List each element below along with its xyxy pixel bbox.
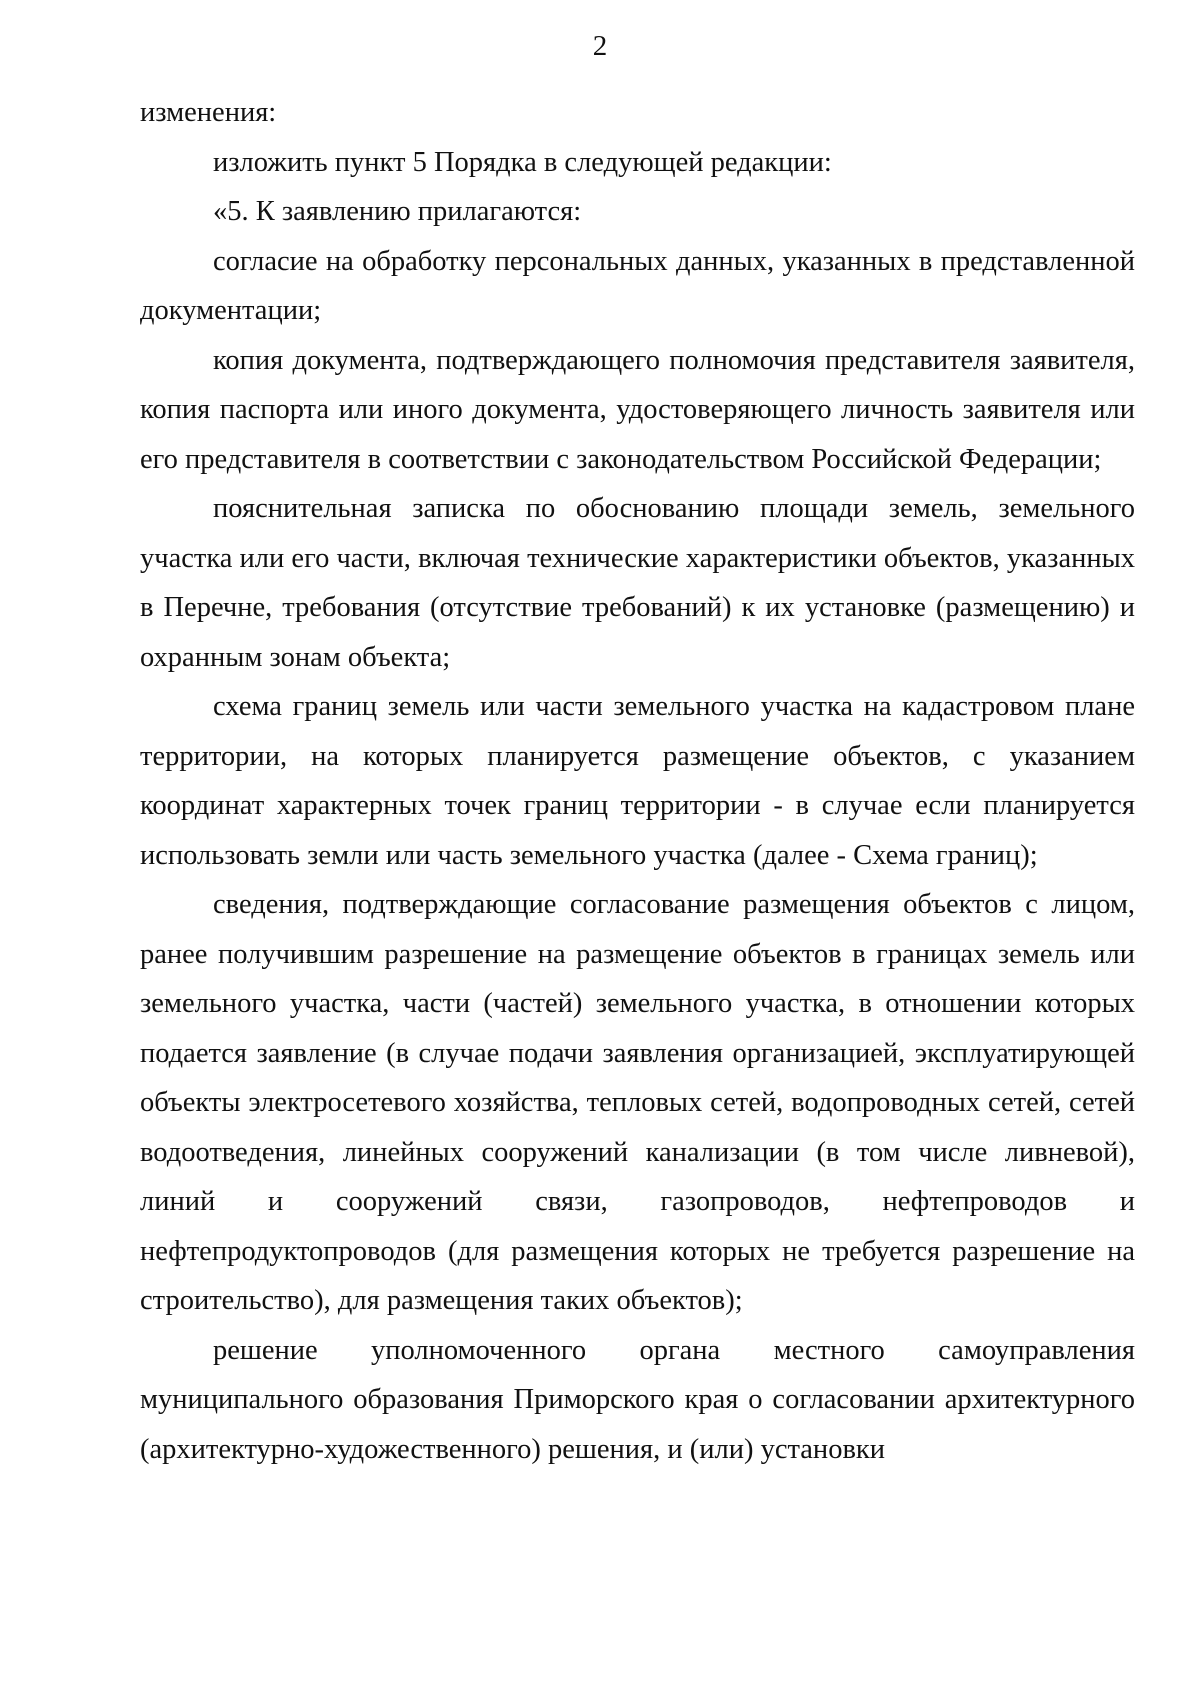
paragraph-authority-decision: решение уполномоченного органа местного самоуправления муниципального образования Приморского края о согласовании архитектурного (архитектурно-художественного) решения, и (или) установки: [140, 1334, 1135, 1465]
paragraph-id-copy: копия документа, подтверждающего полномочия представителя заявителя, копия паспорта или иного документа, удостоверяющего личность заявителя или его представителя в соответствии с законодательством Российской Федерации;: [140, 344, 1135, 475]
paragraph-continuation: изменения:: [140, 97, 277, 128]
document-body: [140, 88, 1135, 1474]
paragraph-explanatory-note: пояснительная записка по обоснованию площади земель, земельного участка или его части, включая технические характеристики объектов, указанных в Перечне, требования (отсутствие требований) к их установке (размещению) и охранным зонам объекта;: [140, 493, 1135, 673]
paragraph-clause-5-heading: «5. К заявлению прилагаются:: [213, 196, 582, 227]
paragraph-consent: согласие на обработку персональных данных, указанных в представленной документации;: [140, 245, 1135, 326]
page-number: 2: [592, 30, 608, 62]
paragraph-boundary-scheme: схема границ земель или части земельного участка на кадастровом плане территории, на которых планируется размещение объектов, с указанием координат характерных точек границ территории - в случае если планируется использовать земли или часть земельного участка (далее - Схема границ);: [140, 691, 1135, 871]
paragraph-amendment-instruction: изложить пункт 5 Порядка в следующей редакции:: [213, 146, 832, 178]
paragraph-approval-info: сведения, подтверждающие согласование размещения объектов с лицом, ранее получившим разрешение на размещение объектов в границах земель или земельного участка, части (частей) земельного участка, в отношении которых подается заявление (в случае подачи заявления организацией, эксплуатирующей объекты электросетевого хозяйства, тепловых сетей, водопроводных сетей, сетей водоотведения, линейных сооружений канализации (в том числе ливневой), линий и сооружений связи, газопроводов, нефтепроводов и нефтепродуктопроводов (для размещения которых не требуется разрешение на строительство), для размещения таких объектов);: [140, 889, 1135, 1316]
